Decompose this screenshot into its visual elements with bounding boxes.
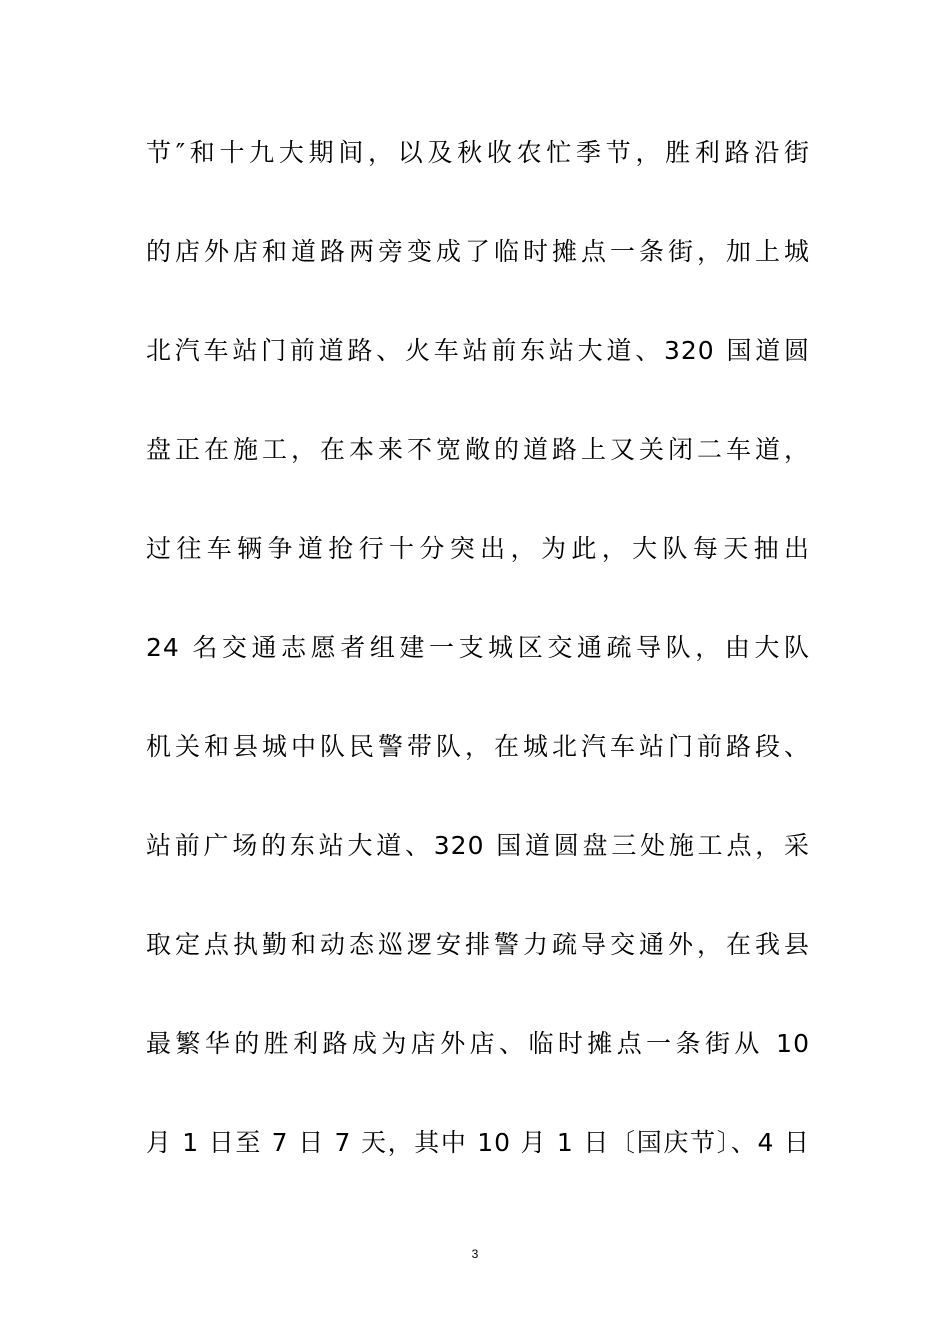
text-line-10: 最繁华的胜利路成为店外店、临时摊点一条街从 10 (146, 1029, 810, 1058)
body-paragraph (146, 128, 810, 1217)
text-line-3: 北汽车站门前道路、火车站前东站大道、320 国道圆 (146, 336, 810, 365)
text-line-4: 盘正在施工，在本来不宽敞的道路上又关闭二车道， (146, 435, 810, 464)
text-line-1: 节″和十九大期间，以及秋收农忙季节，胜利路沿街 (146, 138, 810, 167)
text-line-7: 机关和县城中队民警带队，在城北汽车站门前路段、 (146, 732, 810, 761)
text-line-6: 24 名交通志愿者组建一支城区交通疏导队，由大队 (146, 633, 810, 662)
text-line-11: 月 1 日至 7 日 7 天，其中 10 月 1 日〔国庆节〕、4 日 (146, 1128, 810, 1157)
page-number: 3 (471, 1247, 479, 1261)
text-line-9: 取定点执勤和动态巡逻安排警力疏导交通外，在我县 (146, 930, 810, 959)
text-line-8: 站前广场的东站大道、320 国道圆盘三处施工点，采 (146, 831, 810, 860)
text-line-5: 过往车辆争道抢行十分突出，为此，大队每天抽出 (146, 534, 810, 563)
text-line-2: 的店外店和道路两旁变成了临时摊点一条街，加上城 (146, 237, 810, 266)
